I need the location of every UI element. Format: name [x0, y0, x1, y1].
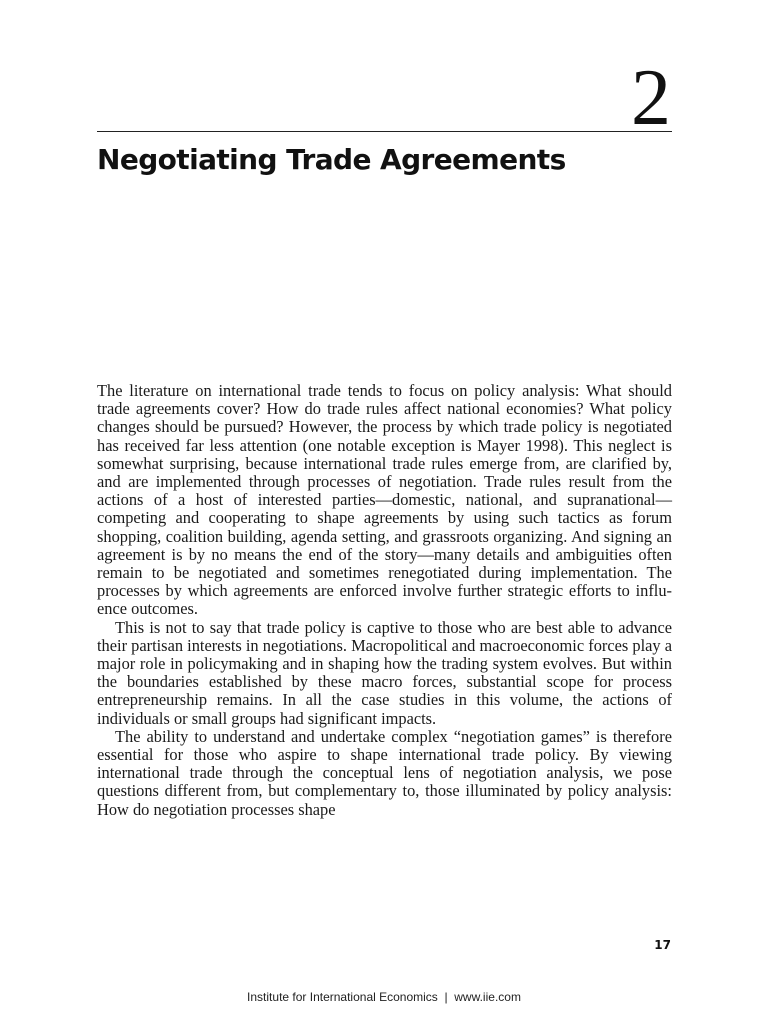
- body-text: [97, 382, 672, 819]
- page-number: 17: [654, 938, 671, 952]
- chapter-number: 2: [631, 54, 671, 142]
- chapter-heading-rule: [97, 131, 672, 132]
- footer-text: Institute for International Economics | www.iie.com: [247, 990, 521, 1004]
- paragraph-3: The ability to understand and undertake complex “negotiation games” is therefore essential for those who aspire to shape international trade policy. By viewing international trade through the conceptual lens of negotiation analysis, we pose questions different from, but complementary to, those illuminated by policy analysis: How do negotiation processes shape: [97, 726, 672, 819]
- publisher-footer: [0, 990, 768, 1004]
- paragraph-2: This is not to say that trade policy is captive to those who are best able to advance their partisan interests in negotiations. Macropolitical and macroeconomic forces play a major role in policymaking and in shaping how the trading system evolves. But within the boundaries established by these macro forces, substantial scope for process entrepreneurship remains. In all the case studies in this volume, the actions of individuals or small groups had significant impacts.: [97, 617, 672, 728]
- chapter-title: Negotiating Trade Agreements: [97, 143, 566, 176]
- paragraph-1: The literature on international trade tends to focus on policy analysis: What should trade agreements cover? How do trade rules affect national economies? What policy changes should be pursued? However, the process by which trade policy is negotiated has received far less attention (one notable exception is Mayer 1998). This neglect is somewhat surprising, because international trade rules emerge from, are clarified by, and are implemented through processes of negotiation. Trade rules result from the actions of a host of interested parties—domestic, national, and supranational—competing and cooperating to shape agreements by using such tactics as forum shopping, coalition building, agenda setting, and grassroots organizing. And signing an agreement is by no means the end of the story—many details and ambiguities often remain to be negotiated and sometimes renegotiated during implementation. The processes by which agreements are enforced involve further strategic efforts to influence outcomes.: [97, 381, 672, 619]
